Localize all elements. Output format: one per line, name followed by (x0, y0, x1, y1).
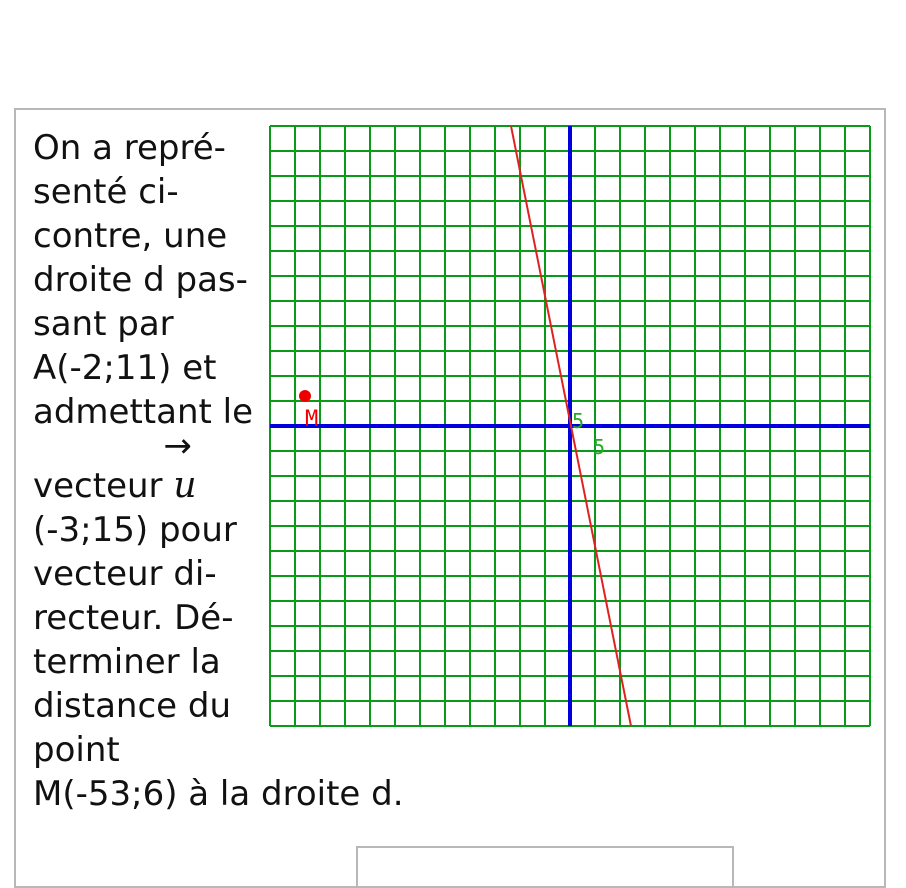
exercise-line: sant par (33, 304, 174, 344)
exercise-line: senté ci- (33, 172, 179, 212)
exercise-line: droite d pas- (33, 260, 248, 300)
tick-label-y: 5 (572, 409, 585, 433)
exercise-line: vecteur di- (33, 554, 217, 594)
point-m-dot (299, 390, 311, 402)
vector-letter: u (173, 465, 197, 506)
exercise-line: contre, une (33, 216, 228, 256)
exercise-line: distance du (33, 686, 232, 726)
vector-u (163, 426, 197, 508)
exercise-line: admettant le (33, 392, 254, 432)
answer-input[interactable] (356, 846, 734, 886)
exercise-line: recteur. Dé- (33, 598, 234, 638)
exercise-line: M(-53;6) à la droite d. (33, 774, 404, 814)
exercise-line: terminer la (33, 642, 221, 682)
exercise-line: A(-2;11) et (33, 348, 217, 388)
coordinate-graph (268, 124, 872, 728)
exercise-line: (-3;15) pour (33, 510, 237, 550)
exercise-line: point (33, 730, 120, 770)
vector-arrow-icon: → (163, 426, 192, 466)
exercise-line: On a repré- (33, 128, 226, 168)
vector-prefix: vecteur (33, 466, 174, 506)
point-m-label: M (305, 407, 319, 432)
tick-label-x: 5 (593, 435, 606, 459)
